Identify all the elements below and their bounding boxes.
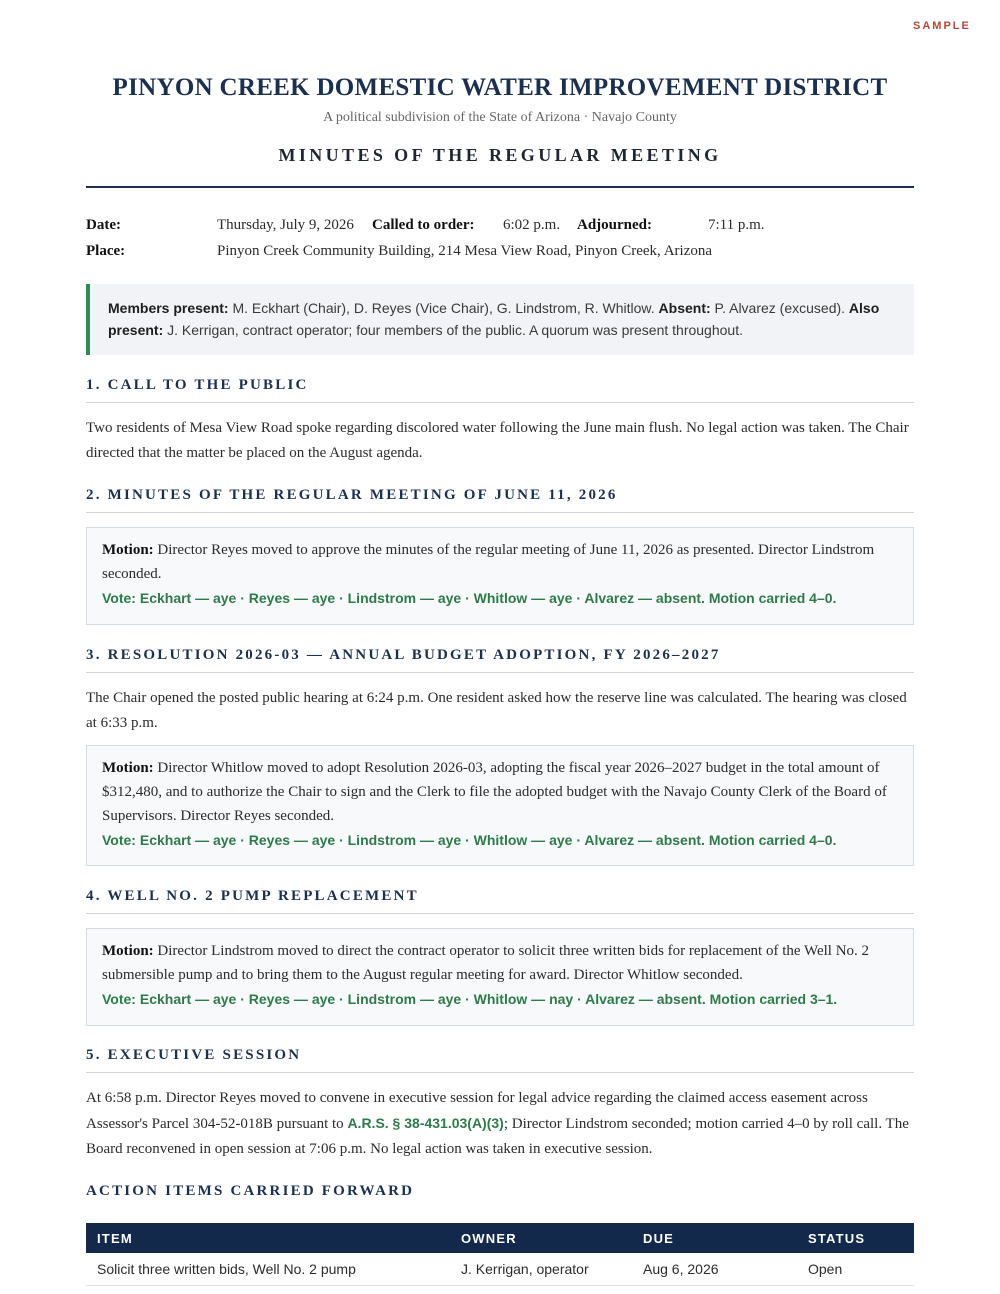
column-header-status: STATUS [797, 1223, 914, 1253]
cell-status: Open [797, 1253, 914, 1286]
action-items-table [86, 1223, 914, 1286]
statute-citation: A.R.S. § 38-431.03(A)(3) [347, 1115, 504, 1131]
adjourned-value: 7:11 p.m. [708, 217, 765, 233]
motion-box [86, 527, 914, 625]
motion-body: Director Reyes moved to approve the minutes of the regular meeting of June 11, 2026 as presented. Director Lindstrom seconded. [102, 542, 875, 582]
motion-box [86, 745, 914, 866]
section-text-part: ; Director Lindstrom seconded; motion carried 4–0 by roll call. The Board reconvened in open session at 7:06 p.m. No legal action was taken in executive session. [86, 1116, 909, 1157]
cell-item: Solicit three written bids, Well No. 2 pump [86, 1253, 450, 1286]
table-header-row [86, 1223, 914, 1253]
motion-body: Director Lindstrom moved to direct the contract operator to solicit three written bids for replacement of the Well No. 2 submersible pump and to bring them to the August regular meeting for award. Director Whitlow seconded. [102, 943, 870, 983]
section-heading: 1. CALL TO THE PUBLIC [86, 377, 914, 403]
motion-body: Director Whitlow moved to adopt Resolution 2026-03, adopting the fiscal year 2026–2027 budget in the total amount of $312,480, and to authorize the Chair to sign and the Clerk to file the adopted budget with the Navajo County Clerk of the Board of Supervisors. Director Reyes seconded. [102, 760, 887, 824]
action-items-heading: ACTION ITEMS CARRIED FORWARD [86, 1183, 415, 1199]
column-header-item: ITEM [86, 1223, 450, 1253]
also-present-label: Also present: [108, 300, 880, 338]
attendance-box [86, 284, 914, 355]
motion-label: Motion: [102, 760, 154, 776]
members-present: M. Eckhart (Chair), D. Reyes (Vice Chair), G. Lindstrom, R. Whitlow. [228, 300, 659, 316]
vote-result: Vote: Eckhart — aye · Reyes — aye · Lindstrom — aye · Whitlow — aye · Alvarez — absent. Motion carried 4–0. [102, 832, 837, 848]
adjourned-label: Adjourned: [577, 217, 653, 233]
motion-label: Motion: [102, 943, 154, 959]
organization-subtitle: A political subdivision of the State of Arizona · Navajo County [323, 110, 677, 125]
section-heading: 3. RESOLUTION 2026-03 — ANNUAL BUDGET ADOPTION, FY 2026–2027 [86, 647, 914, 673]
motion-text [102, 939, 898, 987]
table-row [86, 1253, 914, 1286]
motion-text [102, 538, 898, 586]
section-text-part: At 6:58 p.m. Director Reyes moved to convene in executive session for legal advice regarding the claimed access easement across Assessor's Parcel 304-52-018B pursuant to [86, 1090, 868, 1132]
organization-name: PINYON CREEK DOMESTIC WATER IMPROVEMENT DISTRICT [112, 74, 888, 101]
vote-result: Vote: Eckhart — aye · Reyes — aye · Lindstrom — aye · Whitlow — aye · Alvarez — absent. Motion carried 4–0. [102, 590, 837, 606]
also-present: J. Kerrigan, contract operator; four members of the public. A quorum was present throughout. [163, 322, 743, 338]
vote-result: Vote: Eckhart — aye · Reyes — aye · Lindstrom — aye · Whitlow — nay · Alvarez — absent. Motion carried 3–1. [102, 991, 838, 1007]
motion-box [86, 928, 914, 1026]
called-to-order-label: Called to order: [372, 217, 475, 233]
members-label: Members present: [108, 300, 229, 316]
column-header-due: DUE [632, 1223, 797, 1253]
members-absent: P. Alvarez (excused). [710, 300, 849, 316]
section-heading: 4. WELL NO. 2 PUMP REPLACEMENT [86, 888, 914, 914]
motion-label: Motion: [102, 542, 154, 558]
sample-watermark: SAMPLE [913, 20, 971, 32]
section-heading: 5. EXECUTIVE SESSION [86, 1047, 914, 1073]
called-to-order-value: 6:02 p.m. [503, 217, 561, 233]
cell-owner: J. Kerrigan, operator [450, 1253, 632, 1286]
motion-text [102, 756, 898, 828]
section-text [86, 1086, 914, 1162]
column-header-owner: OWNER [450, 1223, 632, 1253]
cell-due: Aug 6, 2026 [632, 1253, 797, 1286]
absent-label: Absent: [658, 300, 711, 316]
date-value: Thursday, July 9, 2026 [217, 217, 354, 233]
section-heading: 2. MINUTES OF THE REGULAR MEETING OF JUNE 11, 2026 [86, 487, 914, 513]
place-value: Pinyon Creek Community Building, 214 Mesa View Road, Pinyon Creek, Arizona [217, 243, 713, 259]
header-rule [86, 186, 914, 188]
date-label: Date: [86, 217, 121, 233]
document-title: MINUTES OF THE REGULAR MEETING [278, 145, 722, 165]
section-text: Two residents of Mesa View Road spoke regarding discolored water following the June main flush. No legal action was taken. The Chair directed that the matter be placed on the August agenda. [86, 420, 909, 461]
section-text: The Chair opened the posted public hearing at 6:24 p.m. One resident asked how the reserve line was calculated. The hearing was closed at 6:33 p.m. [86, 690, 907, 731]
place-label: Place: [86, 243, 126, 259]
